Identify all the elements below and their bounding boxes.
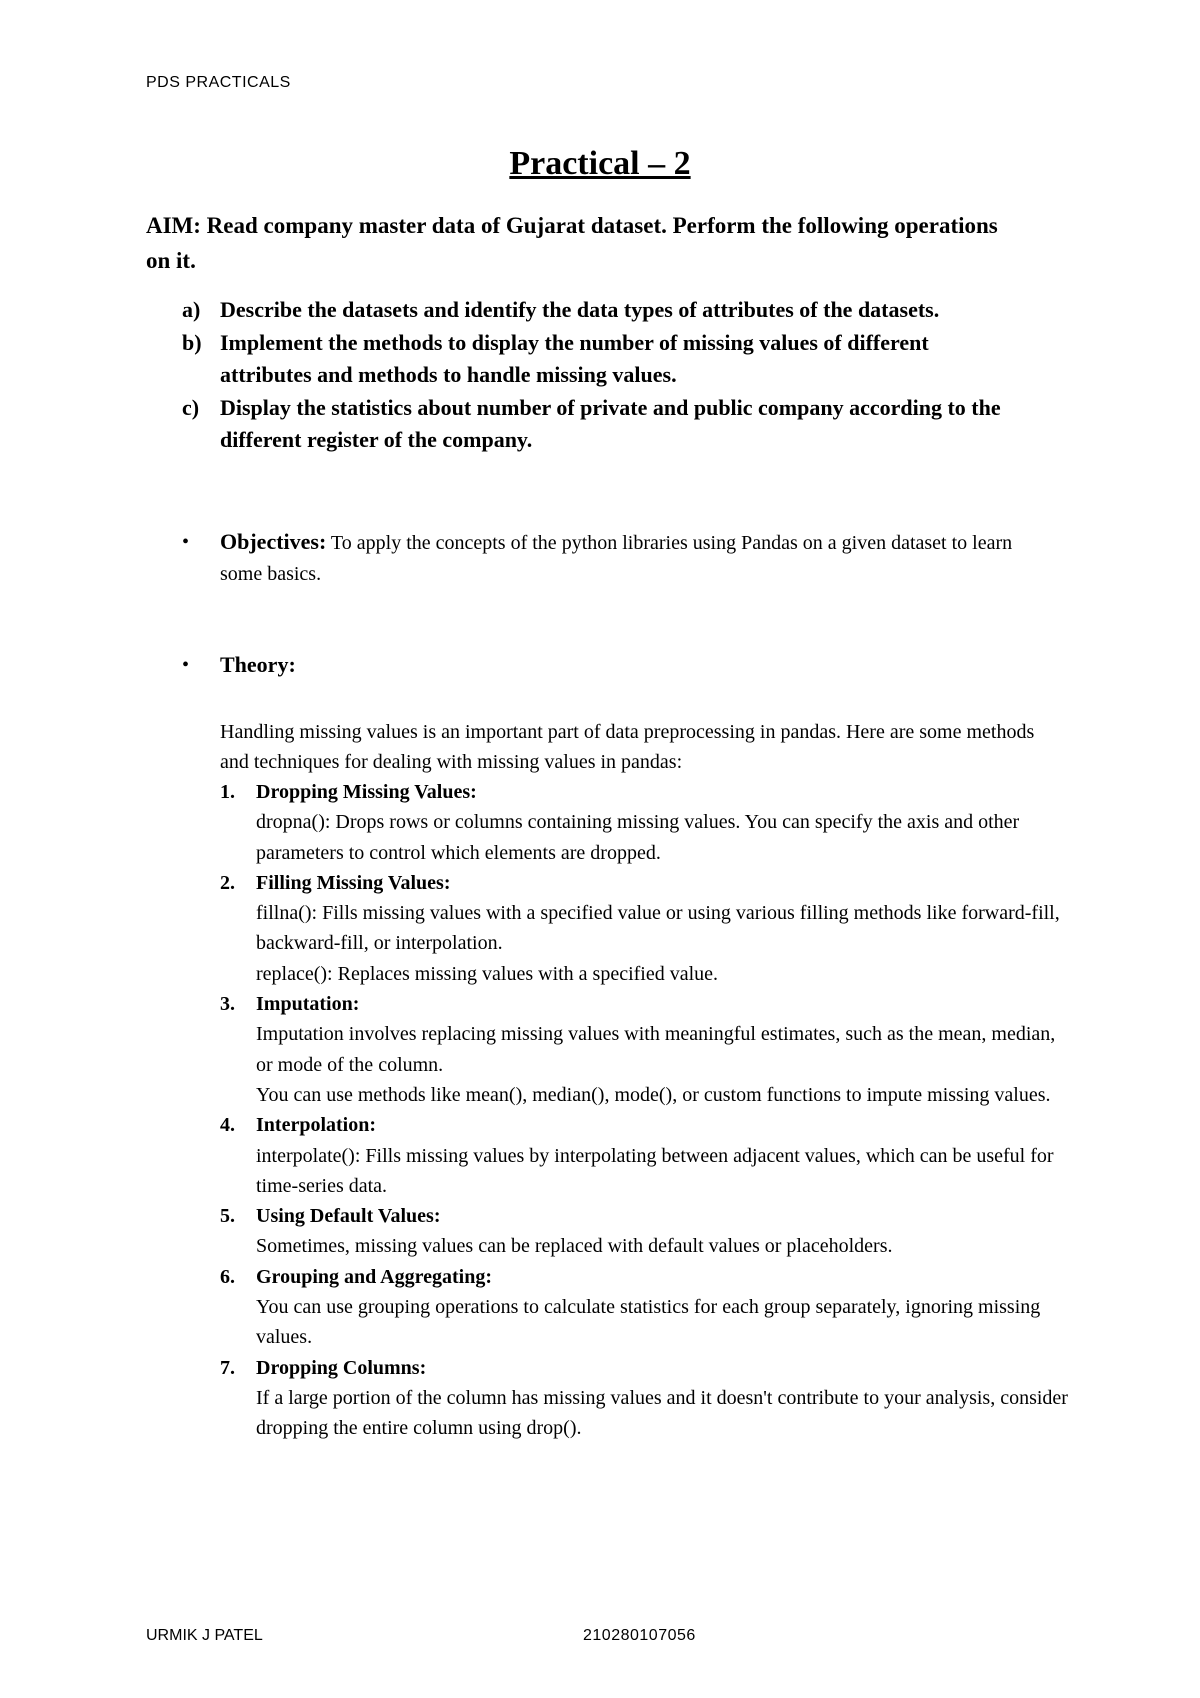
theory-heading-row [182, 649, 1042, 682]
operation-text: Implement the methods to display the number of missing values of different attributes and methods to handle missing values. [220, 329, 929, 387]
bullet-icon: • [182, 531, 190, 553]
method-item [220, 868, 1070, 989]
method-line: Imputation involves replacing missing values with meaningful estimates, such as the mean, median, or mode of the column. [256, 1023, 1056, 1076]
footer-author: URMIK J PATEL [146, 1627, 263, 1644]
method-title: Filling Missing Values: [256, 871, 451, 894]
method-body [256, 989, 1070, 1110]
method-body [256, 1262, 1070, 1353]
operation-marker: c) [182, 394, 200, 420]
method-item [220, 777, 1070, 868]
method-item [220, 1201, 1070, 1262]
method-item [220, 1110, 1070, 1201]
method-number: 7. [220, 1356, 235, 1379]
method-number: 2. [220, 871, 235, 894]
method-number: 3. [220, 993, 235, 1016]
method-title: Interpolation: [256, 1114, 376, 1137]
method-line: fillna(): Fills missing values with a specified value or using various filling methods like forward-fill, backward-fill, or interpolation. [256, 902, 1060, 955]
method-item [220, 989, 1070, 1110]
operation-item [182, 327, 1002, 392]
bullet-icon: • [182, 654, 190, 676]
theory-heading [220, 649, 1042, 682]
method-line: interpolate(): Fills missing values by interpolating between adjacent values, which can be useful for time-series data. [256, 1144, 1054, 1197]
method-title: Dropping Columns: [256, 1356, 427, 1379]
method-line: You can use methods like mean(), median(), mode(), or custom functions to impute missing values. [256, 1083, 1051, 1106]
method-line: If a large portion of the column has missing values and it doesn't contribute to your analysis, consider dropping the entire column using drop(). [256, 1386, 1068, 1440]
method-title: Imputation: [256, 993, 360, 1016]
method-body [256, 1201, 1070, 1262]
method-item [220, 1353, 1070, 1444]
method-body [256, 1353, 1070, 1444]
operation-marker: a) [182, 297, 201, 322]
methods-list [220, 777, 1070, 1444]
method-line: You can use grouping operations to calculate statistics for each group separately, ignoring missing values. [256, 1296, 1041, 1349]
theory-label: Theory: [220, 652, 296, 677]
operation-item [182, 392, 1002, 457]
method-line: dropna(): Drops rows or columns containing missing values. You can specify the axis and other parameters to control which elements are dropped. [256, 811, 1020, 864]
method-title: Dropping Missing Values: [256, 781, 477, 803]
method-number: 4. [220, 1114, 235, 1137]
method-title: Using Default Values: [256, 1205, 441, 1228]
objectives-section [182, 526, 1042, 590]
footer-id: 210280107056 [583, 1627, 696, 1644]
theory-intro: Handling missing values is an important part of data preprocessing in pandas. Here are some methods and techniques for dealing with missing values in pandas: [220, 721, 1035, 773]
method-number: 6. [220, 1265, 235, 1288]
operation-marker: b) [182, 329, 202, 355]
method-title: Grouping and Aggregating: [256, 1265, 492, 1288]
operation-item [182, 294, 1002, 327]
operation-text: Display the statistics about number of private and public company according to the different register of the company. [220, 394, 1001, 452]
aim-statement: AIM: Read company master data of Gujarat dataset. Perform the following operations on it. [146, 213, 998, 273]
objectives-label: Objectives: [220, 529, 327, 554]
page-header: PDS PRACTICALS [146, 74, 291, 91]
operations-list [182, 294, 1002, 457]
objectives-body [220, 526, 1042, 590]
method-body [256, 777, 1070, 868]
method-body [256, 1110, 1070, 1201]
objectives-text: To apply the concepts of the python libraries using Pandas on a given dataset to learn some basics. [220, 532, 1013, 585]
method-number: 5. [220, 1205, 235, 1228]
method-number: 1. [220, 781, 235, 803]
page-title: Practical – 2 [509, 145, 691, 182]
method-line: replace(): Replaces missing values with a specified value. [256, 962, 719, 985]
method-item [220, 1262, 1070, 1353]
method-body [256, 868, 1070, 989]
operation-text: Describe the datasets and identify the data types of attributes of the datasets. [220, 297, 940, 322]
method-line: Sometimes, missing values can be replaced with default values or placeholders. [256, 1235, 893, 1258]
